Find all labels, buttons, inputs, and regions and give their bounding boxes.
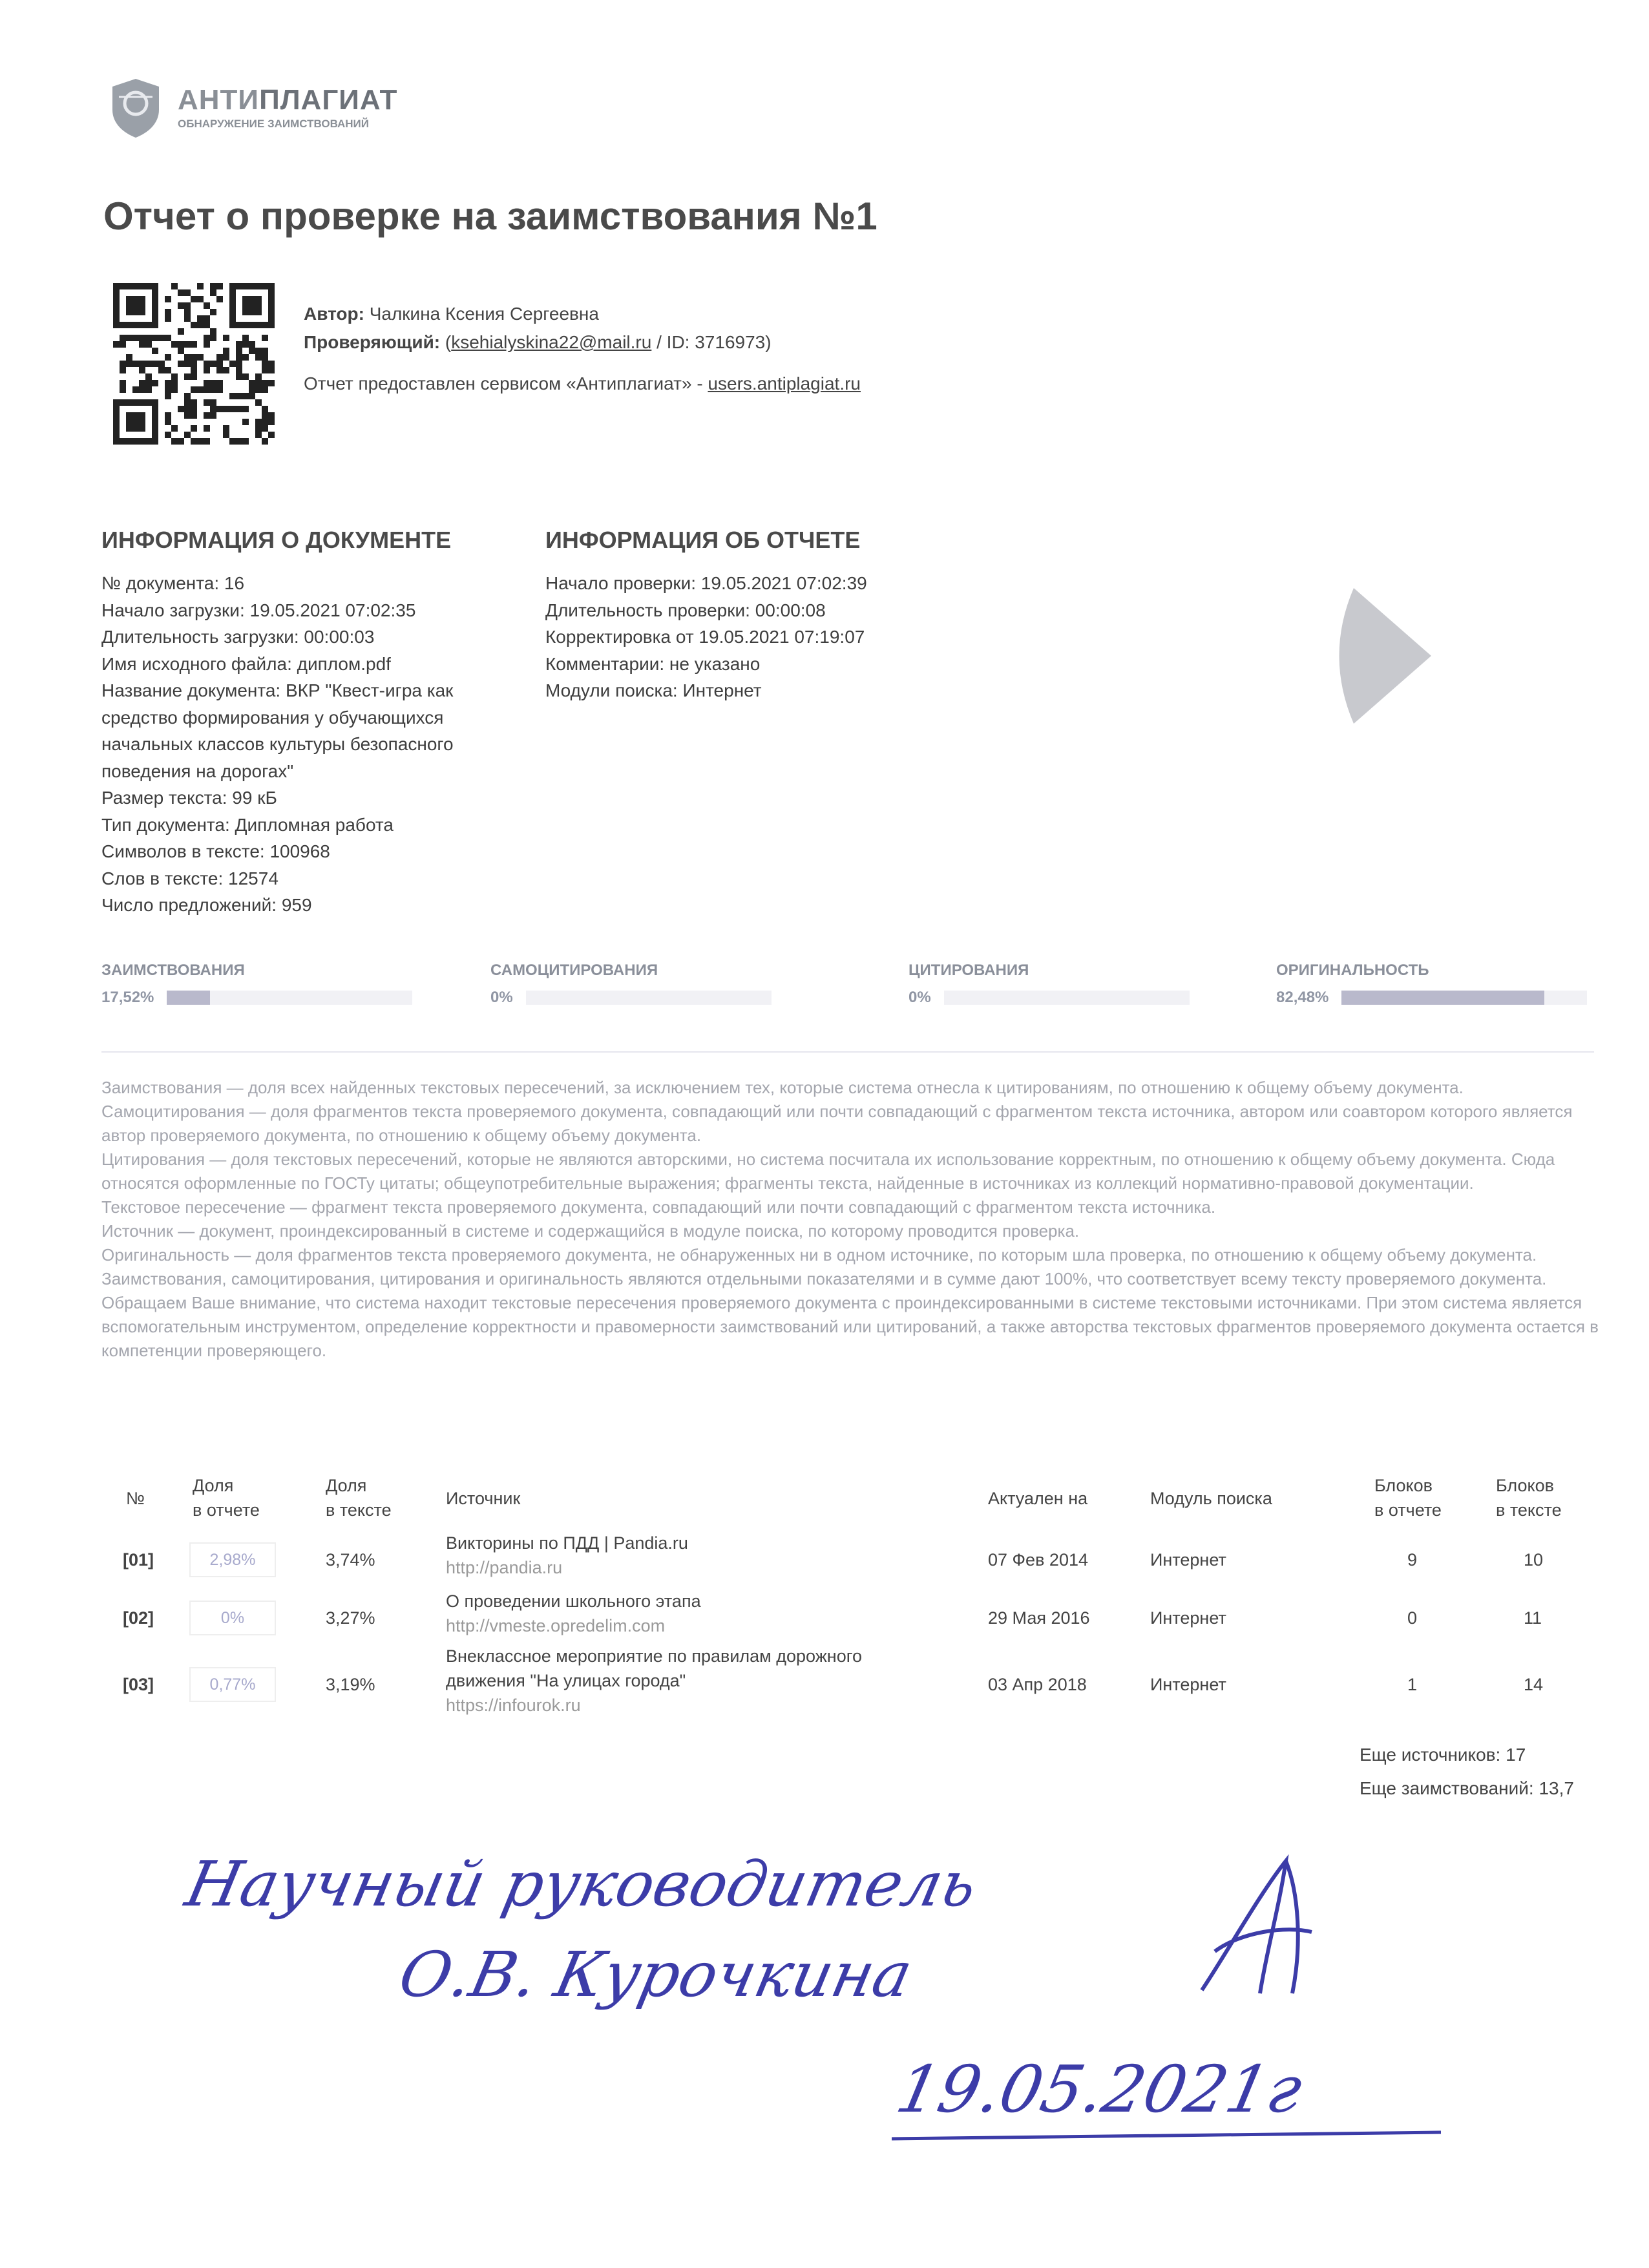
- actual-date: 29 Мая 2016: [988, 1608, 1090, 1628]
- col-blocks-report: Блоков в отчете: [1374, 1476, 1442, 1520]
- progress-bar-fill: [167, 991, 210, 1005]
- doc-info-heading: ИНФОРМАЦИЯ О ДОКУМЕНТЕ: [101, 527, 452, 553]
- actual-date: 03 Апр 2018: [988, 1675, 1087, 1694]
- report-info-line: Начало проверки: 19.05.2021 07:02:39: [545, 573, 867, 593]
- qr-code-icon: [113, 282, 275, 445]
- progress-bar: [944, 991, 1190, 1005]
- author-name: Чалкина Ксения Сергеевна: [369, 304, 599, 324]
- more-sources: Еще источников: 17: [1360, 1745, 1526, 1765]
- search-module: Интернет: [1150, 1608, 1226, 1628]
- definition: Обращаем Ваше внимание, что система находит текстовые пересечения проверяемого документа с проиндексированными в системе текстовыми источниками. При этом система является вспомогательным инструментом, определение корректности и правомерности заимствований или цитирований, а также авторства текстовых фрагментов проверяемого документа остается в компетенции проверяющего.: [101, 1293, 1599, 1360]
- progress-bar: [167, 991, 412, 1005]
- share-text: 3,74%: [326, 1550, 375, 1570]
- stat-label-borrowings: ЗАИМСТВОВАНИЯ: [101, 961, 245, 979]
- definition: Оригинальность — доля фрагментов текста проверяемого документа, не обнаруженных ни в одном источнике, по которым шла проверка, по отношению к общему объему документа.: [101, 1245, 1537, 1265]
- doc-info-line: Длительность загрузки: 00:00:03: [101, 627, 375, 647]
- stat-label-selfcitations: САМОЦИТИРОВАНИЯ: [490, 961, 658, 979]
- source-url[interactable]: http://pandia.ru: [446, 1558, 563, 1577]
- share-report-badge[interactable]: 0%: [189, 1601, 276, 1635]
- checker-line: Проверяющий: (ksehialyskina22@mail.ru / ID: 3716973): [304, 332, 772, 352]
- source-title: Викторины по ПДД | Pandia.ru: [446, 1533, 688, 1553]
- author-line: Автор: Чалкина Ксения Сергеевна: [304, 304, 599, 324]
- progress-bar: [1341, 991, 1587, 1005]
- definitions: [101, 1076, 1607, 1363]
- stat-label-originality: ОРИГИНАЛЬНОСТЬ: [1276, 961, 1429, 979]
- share-text: 3,27%: [326, 1608, 375, 1628]
- blocks-text: 10: [1524, 1550, 1544, 1570]
- row-number: [01]: [123, 1550, 154, 1570]
- service-line: Отчет предоставлен сервисом «Антиплагиат» - users.antiplagiat.ru: [304, 373, 861, 394]
- handwritten-name: О.В. Курочкина: [393, 1938, 919, 2011]
- col-source: Источник: [446, 1489, 521, 1508]
- definition: Заимствования, самоцитирования, цитирования и оригинальность являются отдельными показателями и в сумме дают 100%, что соответствует всему тексту проверяемого документа.: [101, 1269, 1547, 1288]
- doc-info-line: Слов в тексте: 12574: [101, 868, 278, 888]
- blocks-report: 1: [1407, 1675, 1418, 1694]
- source-url[interactable]: http://vmeste.opredelim.com: [446, 1616, 666, 1635]
- row-number: [02]: [123, 1608, 154, 1628]
- doc-info-line: Название документа: ВКР "Квест-игра как: [101, 680, 454, 700]
- source-cell: [446, 1531, 688, 1580]
- doc-info-line: поведения на дорогах": [101, 761, 294, 781]
- logo-tagline: ОБНАРУЖЕНИЕ ЗАИМСТВОВАНИЙ: [178, 118, 369, 130]
- source-title-cont: движения "На улицах города": [446, 1671, 686, 1690]
- source-cell: [446, 1644, 862, 1717]
- source-cell: [446, 1589, 701, 1638]
- doc-info-line: Число предложений: 959: [101, 895, 312, 915]
- handwritten-supervisor: Научный руководитель: [180, 1848, 983, 1920]
- doc-info-line: начальных классов культуры безопасного: [101, 734, 454, 754]
- handwritten-date: 19.05.2021г: [890, 2052, 1309, 2127]
- doc-info-line: Тип документа: Дипломная работа: [101, 814, 394, 835]
- antiplagiat-logo-icon: [110, 78, 162, 139]
- col-module: Модуль поиска: [1150, 1489, 1272, 1508]
- col-num: №: [126, 1489, 145, 1508]
- checker-email-link[interactable]: ksehialyskina22@mail.ru: [451, 332, 652, 352]
- actual-date: 07 Фев 2014: [988, 1550, 1088, 1570]
- report-info-line: Длительность проверки: 00:00:08: [545, 600, 826, 620]
- definition: Заимствования — доля всех найденных текстовых пересечений, за исключением тех, которые система отнесла к цитированиям, по отношению к общему объему документа.: [101, 1078, 1464, 1097]
- signature-icon: [1189, 1854, 1318, 2003]
- more-borrowings: Еще заимствований: 13,7: [1360, 1778, 1574, 1798]
- blocks-text: 14: [1524, 1675, 1544, 1694]
- source-title: О проведении школьного этапа: [446, 1591, 701, 1611]
- row-number: [03]: [123, 1675, 154, 1694]
- report-info-heading: ИНФОРМАЦИЯ ОБ ОТЧЕТЕ: [545, 527, 861, 553]
- blocks-report: 9: [1407, 1550, 1418, 1570]
- report-info-line: Корректировка от 19.05.2021 07:19:07: [545, 627, 865, 647]
- stat-selfcitations: 0%: [490, 989, 772, 1007]
- stat-label-citations: ЦИТИРОВАНИЯ: [909, 961, 1029, 979]
- report-info-line: Комментарии: не указано: [545, 653, 761, 674]
- definition: Самоцитирования — доля фрагментов текста проверяемого документа, совпадающий или почти совпадающий с фрагментом текста источника, автором или соавтором которого является автор проверяемого документа, по отношению к общему объему документа.: [101, 1102, 1573, 1145]
- definition: Источник — документ, проиндексированный в системе и содержащийся в модуле поиска, по которому проводится проверка.: [101, 1221, 1080, 1241]
- stat-citations: 0%: [909, 989, 1190, 1007]
- col-share-report: Доля в отчете: [193, 1476, 260, 1520]
- progress-bar: [526, 991, 772, 1005]
- pie-sector-borrowings: [1339, 588, 1432, 724]
- stat-originality: 82,48%: [1276, 989, 1587, 1007]
- share-text: 3,19%: [326, 1675, 375, 1694]
- blocks-text: 11: [1524, 1608, 1542, 1628]
- date-underline: [892, 2126, 1441, 2145]
- stat-borrowings: 17,52%: [101, 989, 412, 1007]
- page-title: Отчет о проверке на заимствования №1: [103, 194, 877, 238]
- col-actual: Актуален на: [988, 1489, 1088, 1508]
- service-link[interactable]: users.antiplagiat.ru: [708, 373, 861, 394]
- source-url[interactable]: https://infourok.ru: [446, 1696, 581, 1715]
- report-info-list: [545, 570, 867, 704]
- doc-info-line: № документа: 16: [101, 573, 245, 593]
- borrowing-pie-chart: [1328, 575, 1444, 743]
- doc-info-line: Имя исходного файла: диплом.pdf: [101, 653, 391, 674]
- doc-info-line: Начало загрузки: 19.05.2021 07:02:35: [101, 600, 416, 620]
- definition: Текстовое пересечение — фрагмент текста проверяемого документа, совпадающий или почти совпадающий с фрагментом текста источника.: [101, 1197, 1216, 1217]
- doc-info-line: Символов в тексте: 100968: [101, 841, 330, 861]
- definition: Цитирования — доля текстовых пересечений, которые не являются авторскими, но система посчитала их использование корректным, по отношению к общему объему документа. Сюда относятся оформленные по ГОСТу цитаты; общеупотребительные выражения; фрагменты текста, найденные в источниках из коллекций нормативно-правовой документации.: [101, 1150, 1555, 1193]
- col-share-text: Доля в тексте: [326, 1476, 392, 1520]
- share-report-badge[interactable]: 0,77%: [189, 1667, 276, 1702]
- doc-info-line: Размер текста: 99 кБ: [101, 788, 277, 808]
- search-module: Интернет: [1150, 1675, 1226, 1694]
- report-info-line: Модули поиска: Интернет: [545, 680, 762, 700]
- divider: [101, 1051, 1594, 1053]
- share-report-badge[interactable]: 2,98%: [189, 1542, 276, 1577]
- doc-info-list: [101, 570, 454, 919]
- blocks-report: 0: [1407, 1608, 1418, 1628]
- logo-name: АНТИПЛАГИАТ: [178, 84, 398, 116]
- search-module: Интернет: [1150, 1550, 1226, 1570]
- doc-info-line: средство формирования у обучающихся: [101, 707, 444, 728]
- col-blocks-text: Блоков в тексте: [1496, 1476, 1562, 1520]
- source-title: Внеклассное мероприятие по правилам дорожного: [446, 1646, 862, 1666]
- progress-bar-fill: [1341, 991, 1544, 1005]
